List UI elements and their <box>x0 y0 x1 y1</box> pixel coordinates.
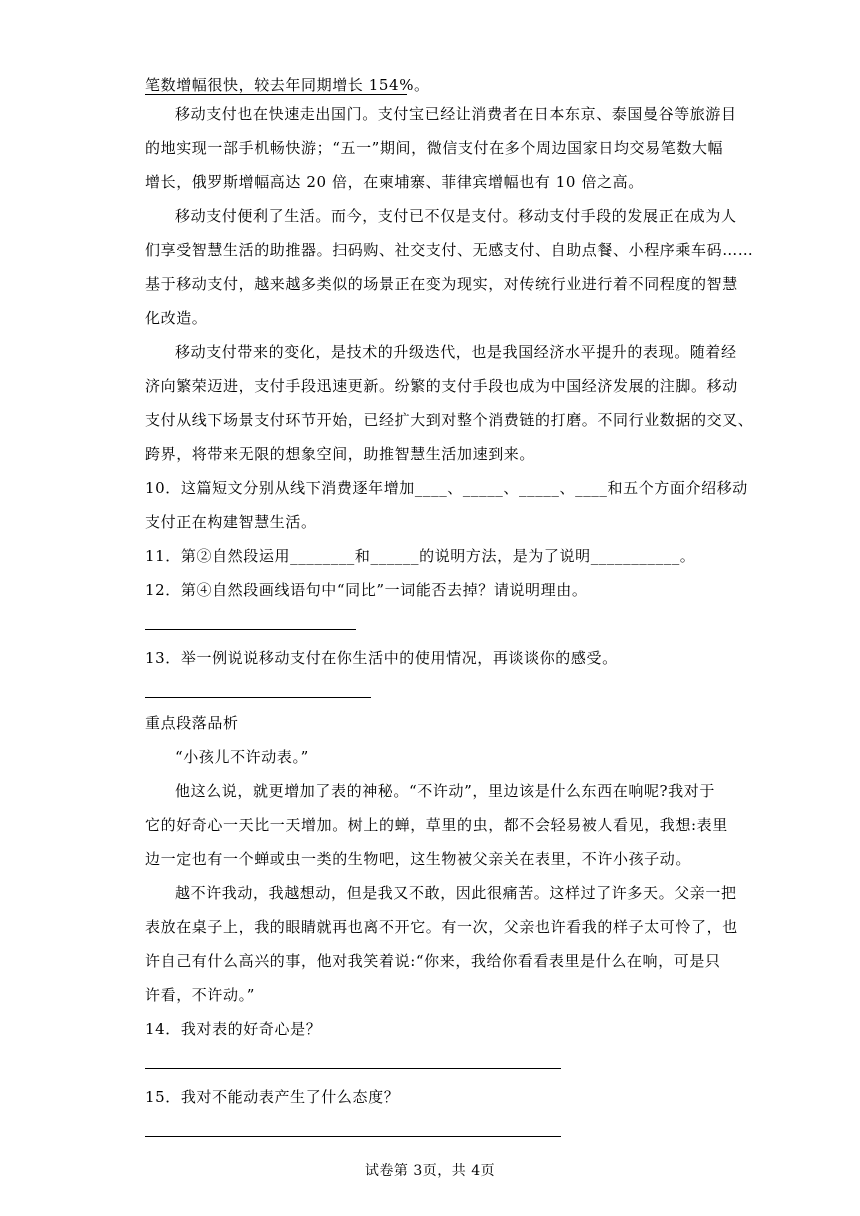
text-line: 移动支付便利了生活。而今，支付已不仅是支付。移动支付手段的发展正在成为人 <box>175 207 737 225</box>
text-line: 化改造。 <box>145 309 208 327</box>
text-line: 支付从线下场景支付环节开始，已经扩大到对整个消费链的打磨。不同行业数据的交叉、 <box>145 411 754 429</box>
text-line: 表放在桌子上，我的眼睛就再也离不开它。有一次，父亲也许看我的样子太可怜了，也 <box>145 918 738 936</box>
section-heading: 重点段落品析 <box>145 714 239 732</box>
answer-line-13[interactable] <box>145 697 371 698</box>
question-10-cont: 支付正在构建智慧生活。 <box>145 513 317 531</box>
underline <box>145 94 407 95</box>
text-line: “小孩儿不许动表。” <box>175 748 309 766</box>
text-line: 济向繁荣迈进，支付手段迅速更新。纷繁的支付手段也成为中国经济发展的注脚。移动 <box>145 377 738 395</box>
text-line: 增长，俄罗斯增幅高达 20 倍，在柬埔寨、菲律宾增幅也有 10 倍之高。 <box>145 173 644 191</box>
question-12: 12．第④自然段画线语句中“同比”一词能否去掉？请说明理由。 <box>145 581 588 599</box>
text-line: 笔数增幅很快，较去年同期增长 154%。 <box>145 76 430 94</box>
text-line: 跨界，将带来无限的想象空间，助推智慧生活加速到来。 <box>145 445 536 463</box>
text-line: 边一定也有一个蝉或虫一类的生物吧，这生物被父亲关在表里，不许小孩子动。 <box>145 850 692 868</box>
text-line: 们享受智慧生活的助推器。扫码购、社交支付、无感支付、自助点餐、小程序乘车码…… <box>145 241 754 259</box>
question-14: 14．我对表的好奇心是？ <box>145 1020 322 1038</box>
answer-line-12[interactable] <box>145 629 356 630</box>
text-line: 越不许我动，我越想动，但是我又不敢，因此很痛苦。这样过了许多天。父亲一把 <box>175 884 737 902</box>
text-line: 基于移动支付，越来越多类似的场景正在变为现实，对传统行业进行着不同程度的智慧 <box>145 275 738 293</box>
question-15: 15．我对不能动表产生了什么态度？ <box>145 1088 400 1106</box>
text-line: 许自己有什么高兴的事，他对我笑着说:“你来，我给你看看表里是什么在响，可是只 <box>145 952 721 970</box>
text-line: 它的好奇心一天比一天增加。树上的蝉，草里的虫，都不会轻易被人看见，我想:表里 <box>145 816 728 834</box>
question-13: 13．举一例说说移动支付在你生活中的使用情况，再谈谈你的感受。 <box>145 649 618 667</box>
text-line: 的地实现一部手机畅快游；“五一”期间，微信支付在多个周边国家日均交易笔数大幅 <box>145 139 724 157</box>
text-line: 移动支付带来的变化，是技术的升级迭代，也是我国经济水平提升的表现。随着经 <box>175 343 737 361</box>
question-11: 11．第②自然段运用________和______的说明方法，是为了说明___________。 <box>145 547 696 565</box>
question-10: 10．这篇短文分别从线下消费逐年增加____、_____、_____、____和五个方面介绍移动 <box>145 479 748 497</box>
answer-line-15[interactable] <box>145 1136 561 1137</box>
answer-line-14[interactable] <box>145 1068 561 1069</box>
page-footer: 试卷第 3页，共 4页 <box>364 1163 496 1179</box>
text-line: 移动支付也在快速走出国门。支付宝已经让消费者在日本东京、泰国曼谷等旅游目 <box>175 105 737 123</box>
text-line: 许看，不许动。” <box>145 986 255 1004</box>
text-line: 他这么说，就更增加了表的神秘。“不许动”，里边该是什么东西在响呢?我对于 <box>175 782 715 800</box>
